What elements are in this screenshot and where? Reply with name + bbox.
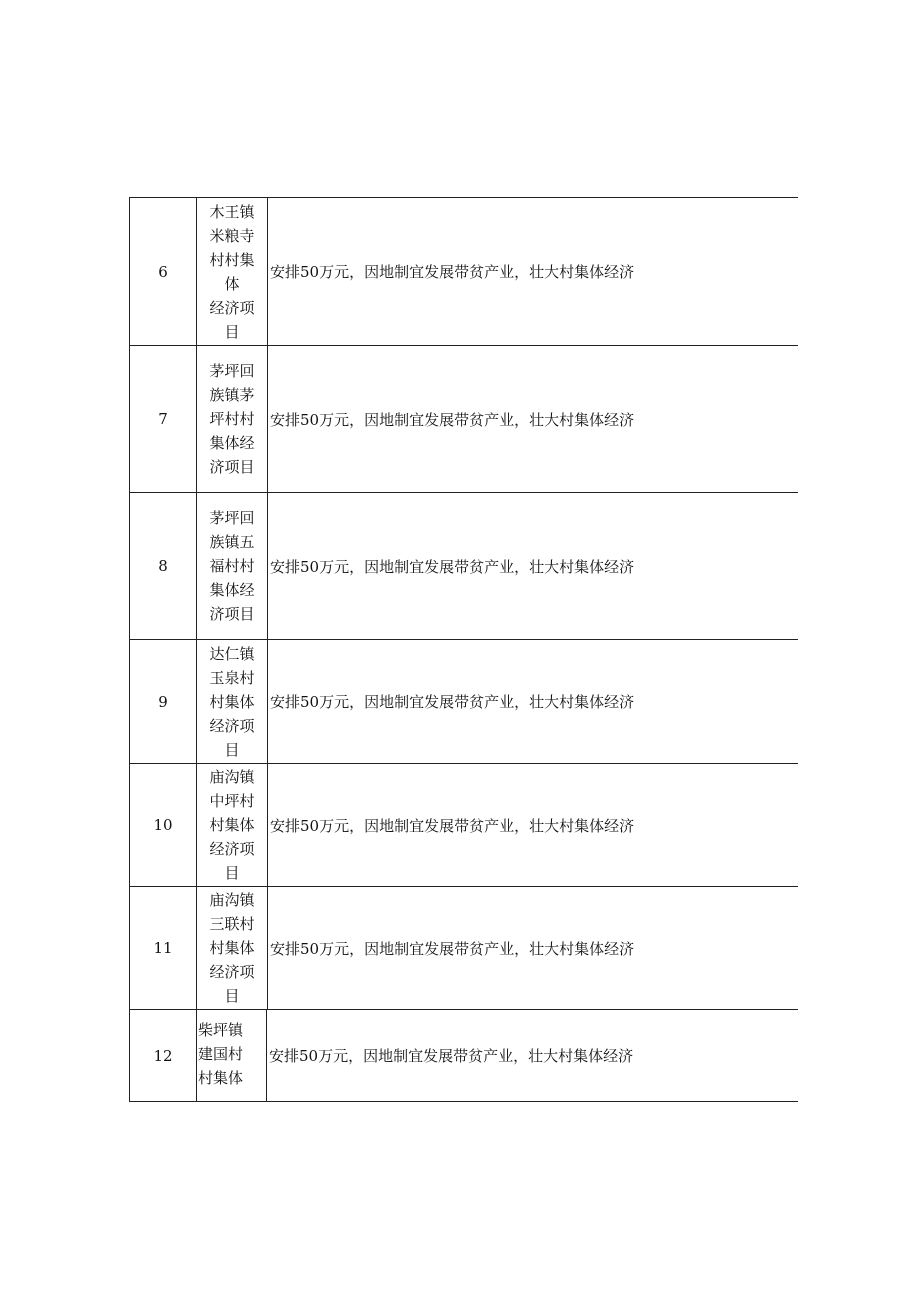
row-number: 7 bbox=[129, 346, 197, 492]
table-row bbox=[129, 639, 798, 763]
table-row bbox=[129, 1009, 798, 1102]
table-row bbox=[129, 197, 798, 345]
row-number: 12 bbox=[129, 1010, 197, 1101]
table-row bbox=[129, 492, 798, 639]
project-description: 安排50万元，因地制宜发展带贫产业，壮大村集体经济 bbox=[269, 1047, 634, 1065]
row-number: 10 bbox=[129, 764, 197, 886]
project-description: 安排50万元，因地制宜发展带贫产业，壮大村集体经济 bbox=[270, 263, 635, 281]
row-number: 9 bbox=[129, 640, 197, 763]
project-table bbox=[129, 197, 798, 1102]
row-number: 6 bbox=[129, 198, 197, 345]
project-description: 安排50万元，因地制宜发展带贫产业，壮大村集体经济 bbox=[270, 693, 635, 711]
project-name: 柴坪镇 建国村 村集体 bbox=[197, 1010, 267, 1101]
project-description: 安排50万元，因地制宜发展带贫产业，壮大村集体经济 bbox=[270, 939, 635, 958]
table-row bbox=[129, 763, 798, 886]
project-name: 达仁镇 玉泉村 村集体 经济项 目 bbox=[197, 640, 268, 763]
row-number: 11 bbox=[129, 887, 197, 1009]
project-description: 安排50万元，因地制宜发展带贫产业，壮大村集体经济 bbox=[270, 816, 635, 835]
project-name: 庙沟镇 中坪村 村集体 经济项 目 bbox=[197, 764, 268, 886]
row-number: 8 bbox=[129, 493, 197, 639]
table-row bbox=[129, 886, 798, 1009]
project-name: 茅坪回 族镇五 福村村 集体经 济项目 bbox=[197, 493, 268, 639]
project-name: 木王镇 米粮寺 村村集 体 经济项 目 bbox=[197, 198, 268, 345]
project-description: 安排50万元，因地制宜发展带贫产业，壮大村集体经济 bbox=[270, 557, 635, 576]
table-row bbox=[129, 345, 798, 492]
project-name: 庙沟镇 三联村 村集体 经济项 目 bbox=[197, 887, 268, 1009]
project-description: 安排50万元，因地制宜发展带贫产业，壮大村集体经济 bbox=[270, 410, 635, 429]
project-name: 茅坪回 族镇茅 坪村村 集体经 济项目 bbox=[197, 346, 268, 492]
